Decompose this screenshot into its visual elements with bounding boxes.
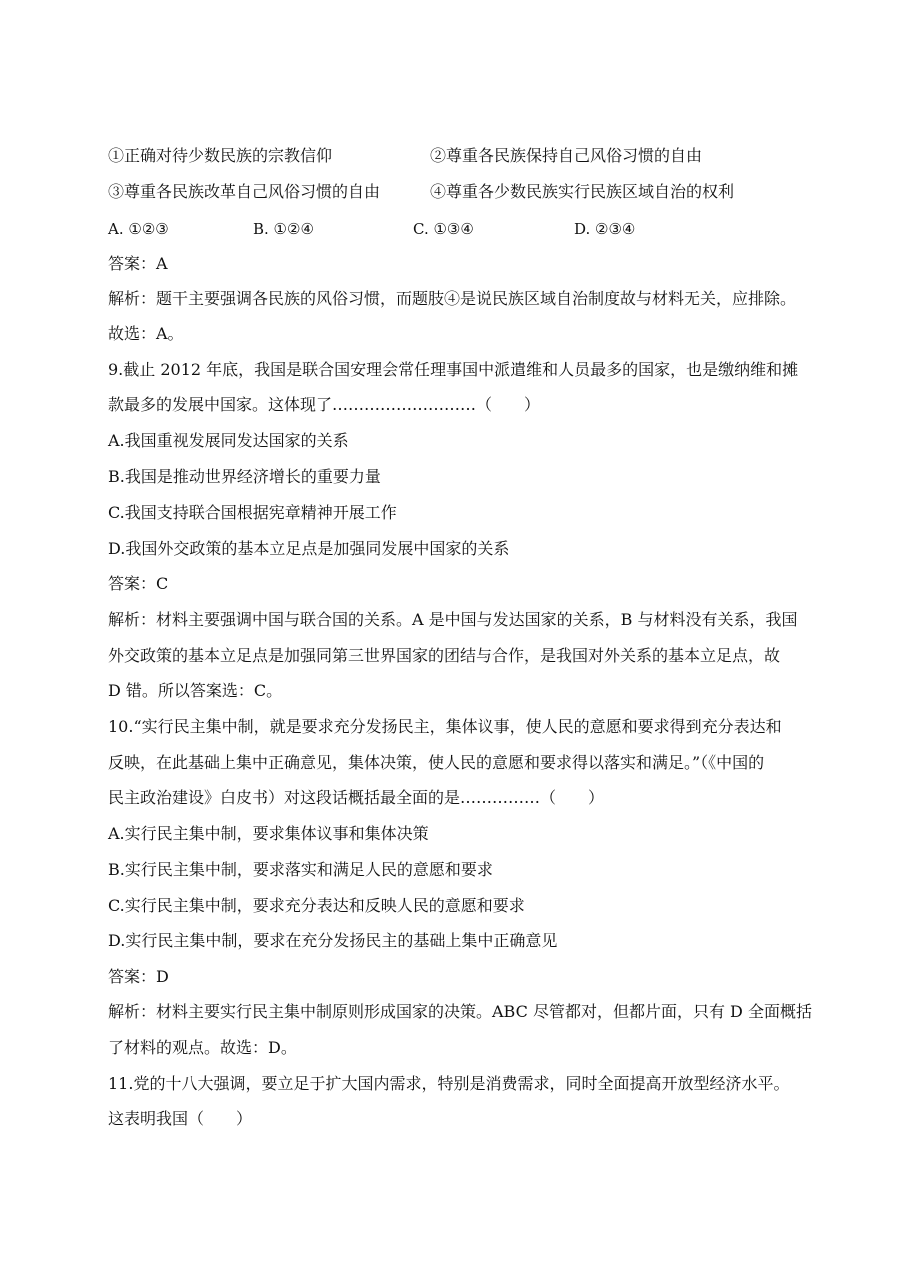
- q10-stem-line: 10.“实行民主集中制，就是要求充分发扬民主，集体议事，使人民的意愿和要求得到充分表达和: [108, 717, 782, 736]
- q9-analysis-line: D 错。所以答案选：C。: [108, 681, 283, 700]
- q9-option-d: D.我国外交政策的基本立足点是加强同发展中国家的关系: [108, 539, 510, 558]
- q10-option-d: D.实行民主集中制，要求在充分发扬民主的基础上集中正确意见: [108, 931, 558, 950]
- option-3: ③尊重各民族改革自己风俗习惯的自由: [108, 182, 381, 201]
- q10-answer: 答案：D: [108, 967, 169, 986]
- q9-stem-line: 款最多的发展中国家。这体现了………………………（ ）: [108, 395, 541, 414]
- q8-answer: 答案：A: [108, 254, 168, 273]
- q11-stem-line: 11.党的十八大强调，要立足于扩大国内需求，特别是消费需求，同时全面提高开放型经济水平。: [108, 1074, 790, 1093]
- q9-analysis-line: 外交政策的基本立足点是加强同第三世界国家的团结与合作，是我国对外关系的基本立足点，故: [108, 646, 781, 665]
- option-4: ④尊重各少数民族实行民族区域自治的权利: [430, 182, 735, 201]
- q10-option-c: C.实行民主集中制，要求充分表达和反映人民的意愿和要求: [108, 896, 525, 915]
- q9-option-c: C.我国支持联合国根据宪章精神开展工作: [108, 503, 397, 522]
- q10-option-a: A.实行民主集中制，要求集体议事和集体决策: [108, 824, 429, 843]
- q8-analysis-line: 故选：A。: [108, 324, 184, 343]
- q10-analysis-line: 了材料的观点。故选：D。: [108, 1038, 297, 1057]
- choice-a: A. ①②③: [108, 220, 169, 238]
- choice-c: C. ①③④: [413, 220, 474, 238]
- q9-option-b: B.我国是推动世界经济增长的重要力量: [108, 467, 381, 486]
- q10-analysis-line: 解析：材料主要实行民主集中制原则形成国家的决策。ABC 尽管都对，但都片面，只有 D 全面概括: [108, 1002, 812, 1021]
- q10-stem-line: 反映，在此基础上集中正确意见，集体决策，使人民的意愿和要求得以落实和满足。”（《中国的: [108, 753, 765, 772]
- choice-b: B. ①②④: [253, 220, 314, 238]
- option-2: ②尊重各民族保持自己风俗习惯的自由: [430, 146, 703, 165]
- choice-d: D. ②③④: [574, 220, 636, 238]
- q8-analysis-line: 解析：题干主要强调各民族的风俗习惯，而题肢④是说民族区域自治制度故与材料无关，应排除。: [108, 289, 797, 308]
- q9-answer: 答案：C: [108, 574, 169, 593]
- q11-stem-line: 这表明我国（ ）: [108, 1109, 253, 1128]
- option-1: ①正确对待少数民族的宗教信仰: [108, 146, 333, 165]
- q10-stem-line: 民主政治建设》白皮书）对这段话概括最全面的是……………（ ）: [108, 788, 605, 807]
- q9-stem-line: 9.截止 2012 年底，我国是联合国安理会常任理事国中派遣维和人员最多的国家，也是缴纳维和摊: [108, 360, 799, 379]
- q9-option-a: A.我国重视发展同发达国家的关系: [108, 431, 349, 450]
- q9-analysis-line: 解析：材料主要强调中国与联合国的关系。A 是中国与发达国家的关系，B 与材料没有关系，我国: [108, 610, 798, 629]
- q10-option-b: B.实行民主集中制，要求落实和满足人民的意愿和要求: [108, 860, 493, 879]
